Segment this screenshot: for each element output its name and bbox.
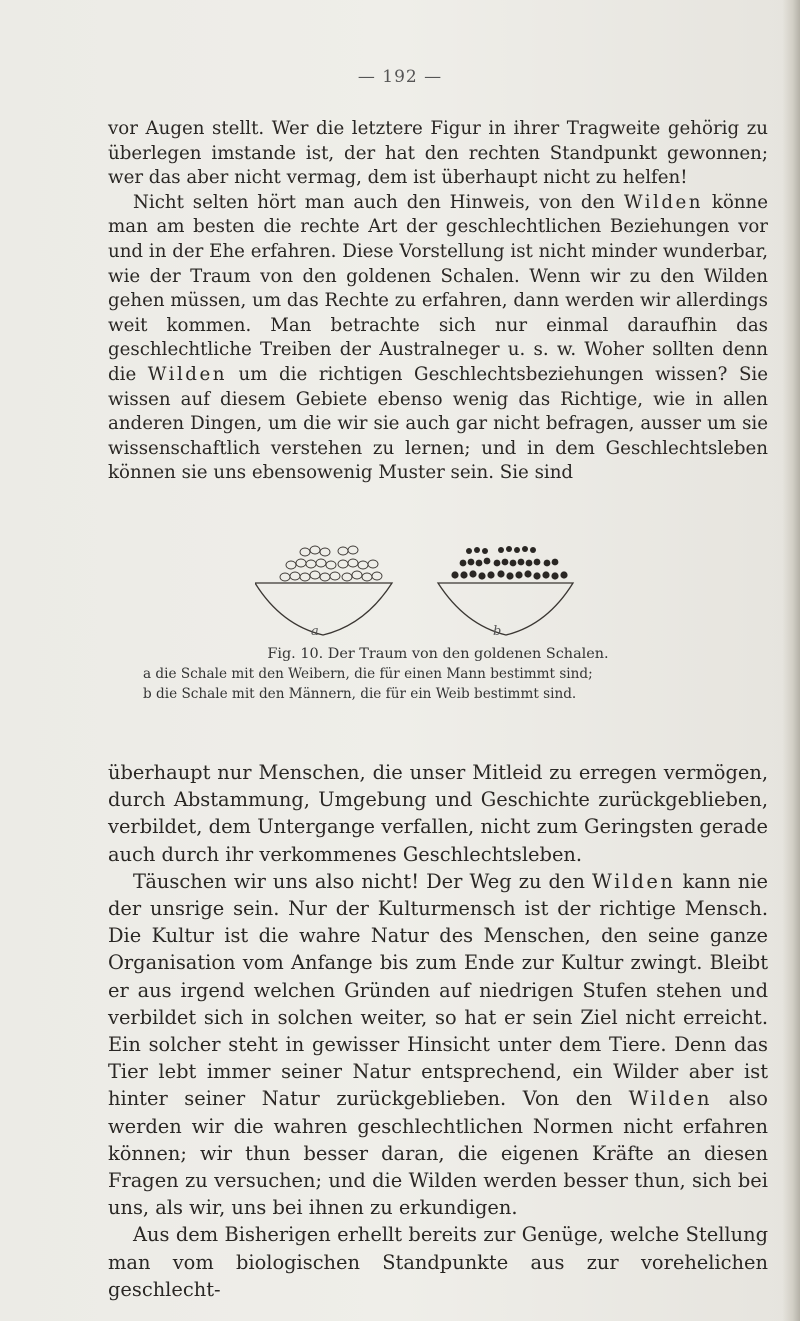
figure-label-a: a xyxy=(311,624,319,639)
page-edge-shadow xyxy=(782,0,800,1321)
bowl-a xyxy=(255,546,392,635)
figure-label-b: b xyxy=(493,624,502,639)
figure-caption-title: Fig. 10. Der Traum von den goldenen Schalen. xyxy=(267,646,609,662)
bowl-b-shape xyxy=(438,583,573,635)
paragraph-4: Täuschen wir uns also nicht! Der Weg zu den Wilden kann nie der unsrige sein. Nur der Kulturmensch ist der richtige Mensch. Die Kultur ist die wahre Natur des Menschen, den seine ganze Organisation vom Anfange bis zum Ende zur Kultur zwingt. Bleibt er aus irgend welchen Gründen auf niedrigen Stufen stehen und verbildet sich in solchen weiter, so hat er sein Ziel nicht erreicht. Ein solcher steht in gewisser Hinsicht unter dem Tiere. Denn das Tier lebt immer seiner Natur entsprechend, ein Wilder aber ist hinter seiner Natur zurückgeblieben. Von den Wilden also werden wir die wahren geschlechtlichen Normen nicht erfahren können; wir thun besser daran, die eigenen Kräfte an diesen Fragen zu versuchen; und die Wilden werden besser thun, sich bei uns, als wir, uns bei ihnen zu erkundigen. xyxy=(108,869,769,1220)
paragraph-3: überhaupt nur Menschen, die unser Mitleid zu erregen vermögen, durch Abstammung, Umgebung und Geschichte zurückgeblieben, verbildet, dem Untergange verfallen, nicht zum Geringsten gerade auch durch ihr verkommenes Geschlechtsleben. xyxy=(108,761,768,866)
figure-caption-line-a: a die Schale mit den Weibern, die für einen Mann bestimmt sind; xyxy=(143,666,593,682)
figure-caption-line-b: b die Schale mit den Männern, die für ein Weib bestimmt sind. xyxy=(143,686,577,702)
paragraph-1: vor Augen stellt. Wer die letztere Figur in ihrer Tragweite gehörig zu überlegen imstande ist, der hat den rechten Standpunkt gewonnen; wer das aber nicht vermag, dem ist überhaupt nicht zu helfen! xyxy=(108,118,768,189)
figure-caption xyxy=(118,644,758,704)
page-number: — 192 — xyxy=(357,67,443,87)
text-block-top xyxy=(108,117,768,486)
paragraph-2: Nicht selten hört man auch den Hinweis, von den Wilden könne man am besten die rechte Art der geschlechtlichen Beziehungen vor und in der Ehe erfahren. Diese Vorstellung ist nicht minder wunderbar, wie der Traum von den goldenen Schalen. Wenn wir zu den Wilden gehen müssen, um das Rechte zu erfahren, dann werden wir allerdings weit kommen. Man betrachte sich nur einmal daraufhin das geschlechtliche Treiben der Australneger u. s. w. Woher sollten denn die Wilden um die richtigen Geschlechtsbeziehungen wissen? Sie wissen auf diesem Gebiete ebenso wenig das Richtige, wie in allen anderen Dingen, um die wir sie auch gar nicht befragen, ausser um sie wissenschaftlich verstehen zu lernen; und in dem Geschlechtsleben können sie uns ebensowenig Muster sein. Sie sind xyxy=(108,191,768,484)
bowl-b-figures xyxy=(451,546,567,580)
bowl-a-figures xyxy=(280,546,382,581)
paragraph-5: Aus dem Bisherigen erhellt bereits zur Genüge, welche Stellung man vom biologischen Standpunkte aus zur vorehelichen geschlecht- xyxy=(108,1223,768,1301)
bowl-a-shape xyxy=(255,583,392,635)
bowl-b xyxy=(438,546,573,635)
text-block-bottom xyxy=(108,759,768,1303)
